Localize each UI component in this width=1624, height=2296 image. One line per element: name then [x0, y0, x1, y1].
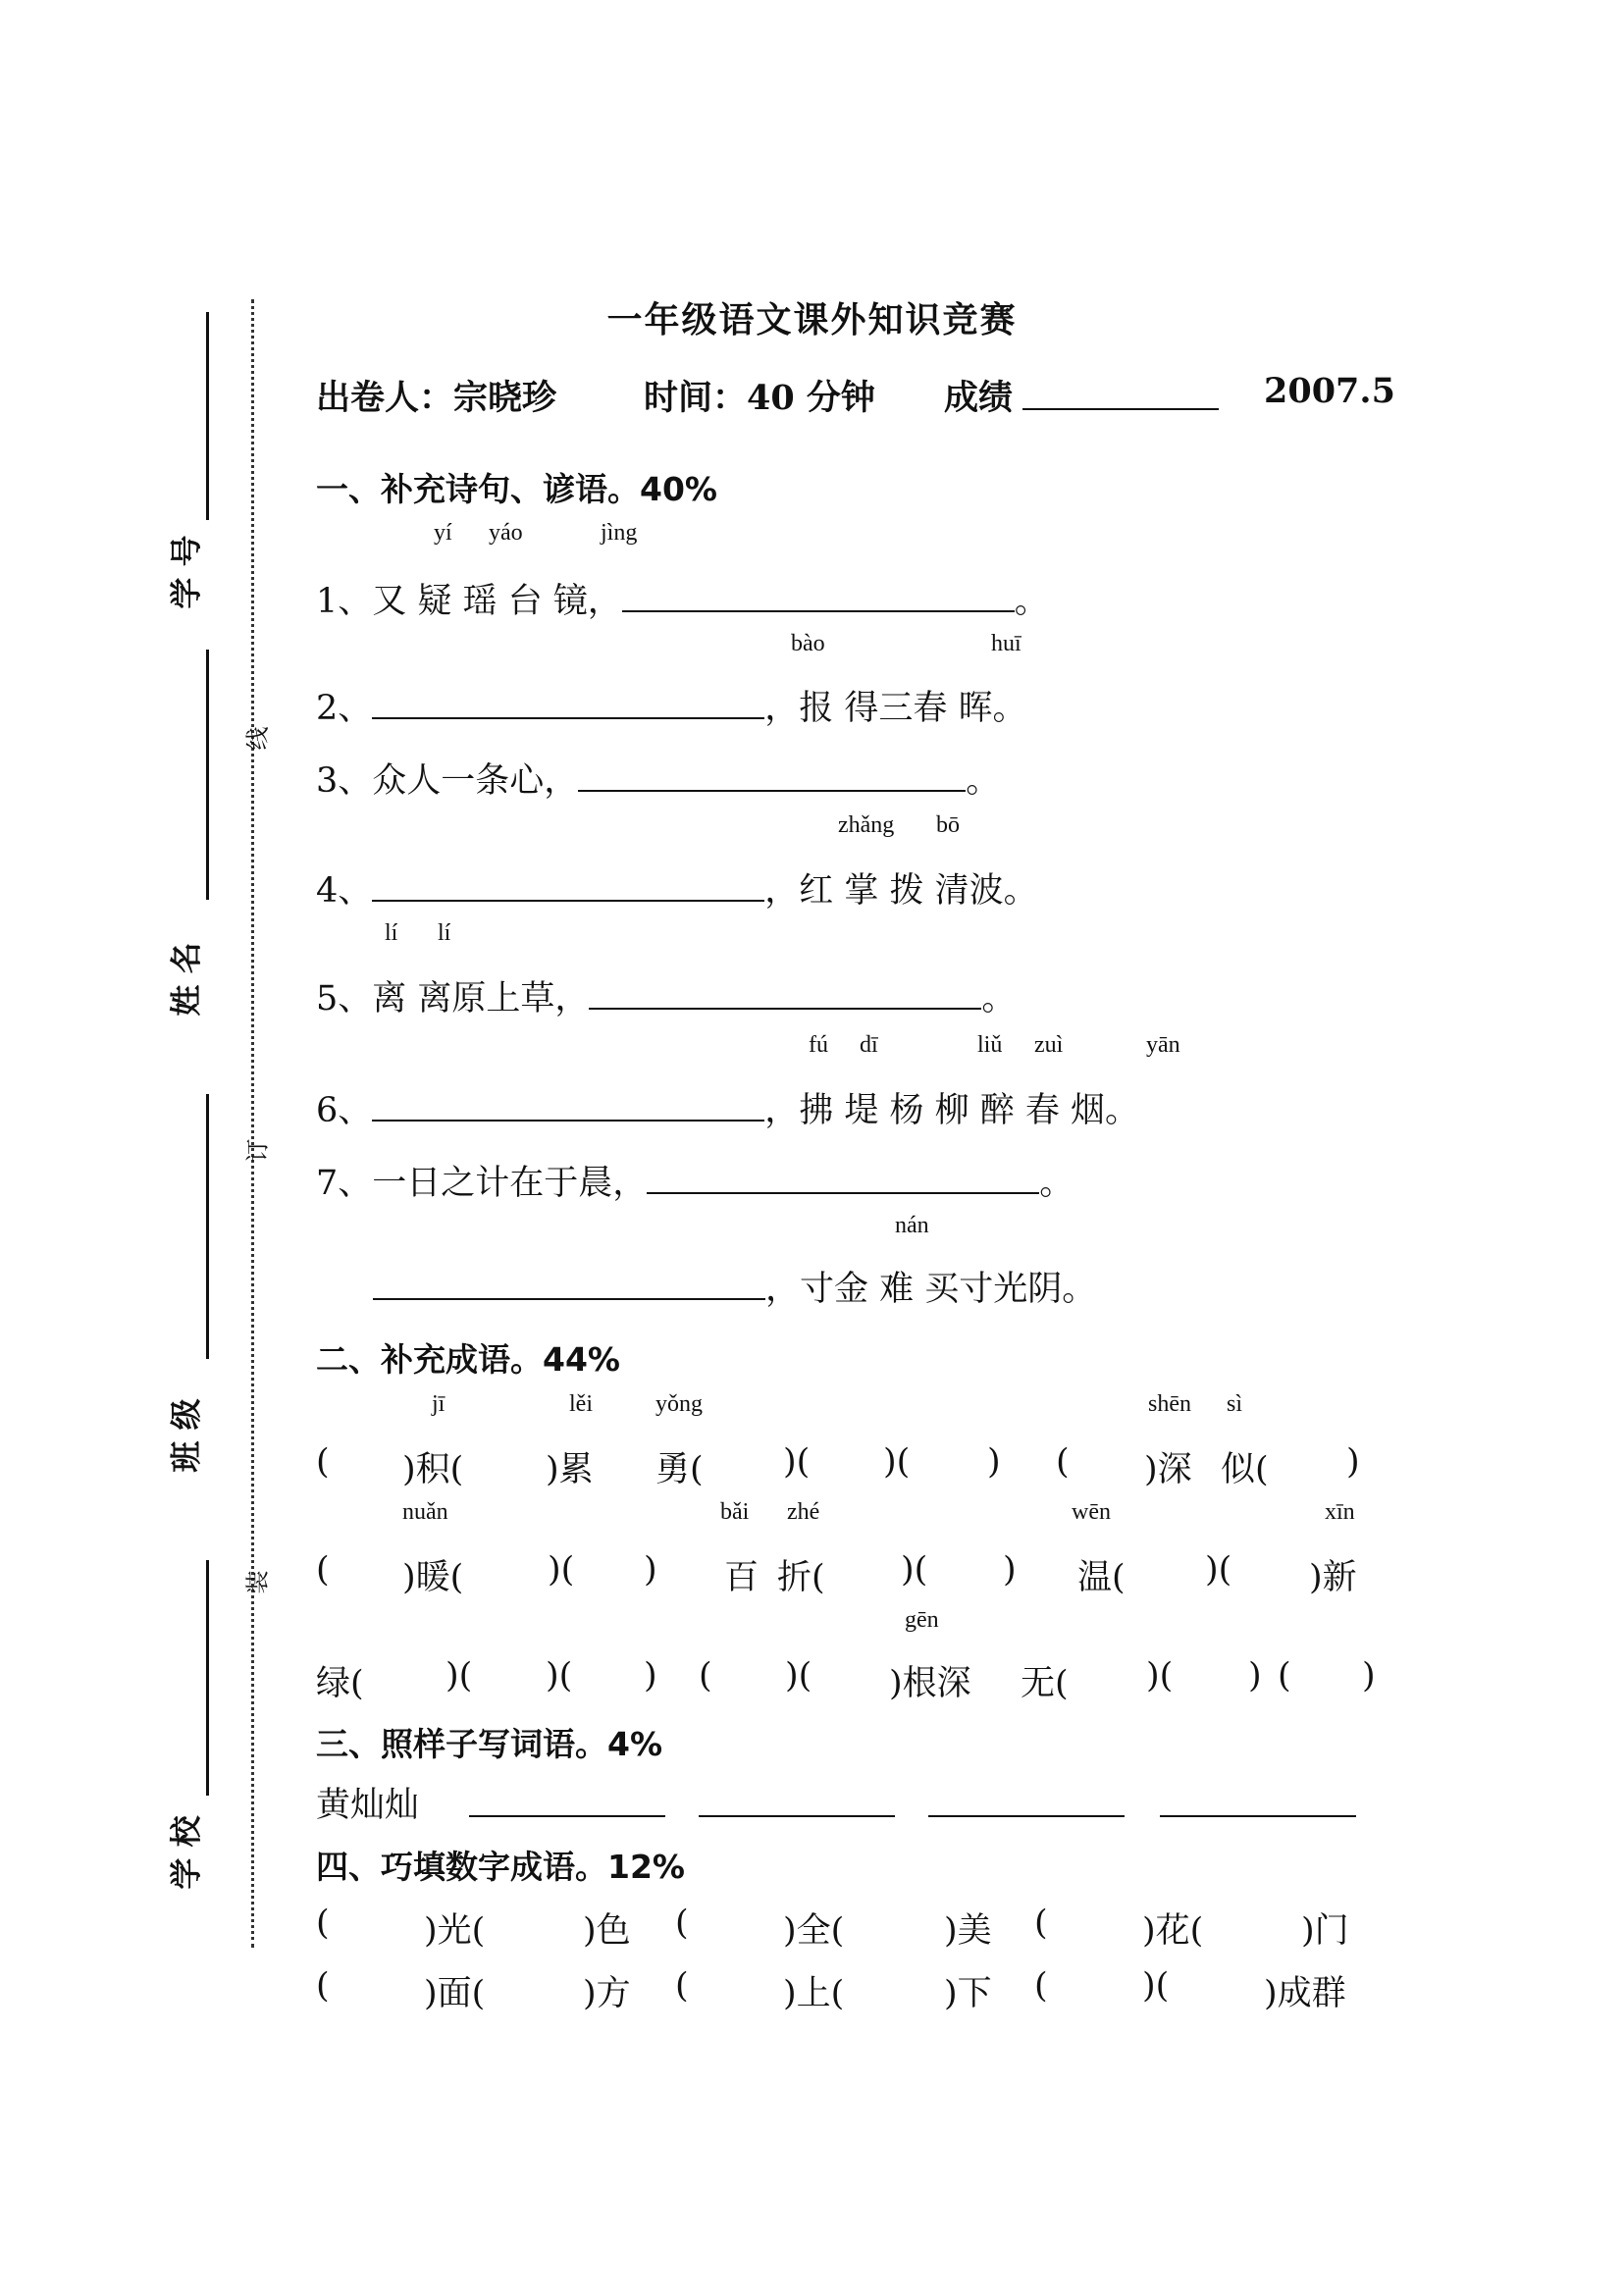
- pinyin: nán: [895, 1213, 929, 1238]
- question-text: 。: [1039, 1164, 1074, 1203]
- question-text: 6、: [316, 1091, 373, 1130]
- question-text: ，拂 堤 杨 柳 醉 春 烟。: [764, 1091, 1140, 1130]
- answer-blank[interactable]: [622, 581, 1015, 612]
- question-line: [316, 863, 1038, 913]
- binding-field-line-2: [206, 650, 209, 900]
- idiom-part: 绿(: [316, 1664, 364, 1703]
- score-label: 成绩: [944, 378, 1014, 418]
- idiom-part: (: [316, 1442, 330, 1482]
- pinyin: jìng: [601, 520, 638, 546]
- idiom-part: ): [644, 1656, 657, 1696]
- question-line: [316, 971, 1016, 1020]
- date: 2007.5: [1264, 371, 1395, 411]
- pinyin: fú: [809, 1032, 828, 1058]
- idiom-part: (: [1056, 1442, 1070, 1482]
- question-text: ，红 掌 拨 清波。: [764, 871, 1038, 911]
- idiom-part: )新: [1309, 1558, 1357, 1597]
- binding-field-line-1: [206, 312, 209, 520]
- idiom-part: )门: [1301, 1911, 1349, 1951]
- pinyin: bǎi: [720, 1499, 750, 1525]
- idiom-part: )累: [546, 1450, 594, 1489]
- idiom-part: (: [316, 1550, 330, 1590]
- pinyin: yān: [1146, 1032, 1180, 1058]
- pinyin: bō: [936, 812, 960, 838]
- question-text: 。: [966, 761, 1001, 801]
- question-line: [316, 681, 1027, 730]
- section2-heading: 二、补充成语。44%: [316, 1340, 620, 1379]
- pinyin: zhé: [787, 1499, 820, 1525]
- idiom-part: )(: [901, 1550, 928, 1590]
- pinyin: yáo: [489, 520, 523, 546]
- section1-heading: 一、补充诗句、谚语。40%: [316, 470, 717, 508]
- pinyin: huī: [991, 631, 1022, 656]
- pinyin: lěi: [569, 1391, 593, 1417]
- word-blank-1[interactable]: [469, 1786, 665, 1817]
- pinyin: jī: [432, 1391, 445, 1417]
- idiom-part: 温(: [1077, 1558, 1126, 1597]
- question-text: 4、: [316, 871, 373, 911]
- number-idiom-row-1: [316, 1904, 1395, 1951]
- question-text: 7、一日之计在于晨，: [316, 1164, 648, 1203]
- binding-mark-staple: 订: [243, 1138, 272, 1163]
- idiom-part: )色: [583, 1911, 631, 1951]
- idiom-part: 百: [724, 1558, 760, 1597]
- binding-field-line-4: [206, 1560, 209, 1796]
- pinyin: yí: [434, 520, 452, 546]
- idiom-row-3: [316, 1656, 1395, 1703]
- idiom-part: )积(: [402, 1450, 464, 1489]
- idiom-part: )(: [785, 1656, 812, 1696]
- pinyin: zhǎng: [838, 812, 895, 838]
- question-text: 2、: [316, 689, 373, 728]
- idiom-part: (: [675, 1966, 689, 2006]
- page-title: 一年级语文课外知识竞赛: [606, 300, 1018, 340]
- pinyin: shēn: [1148, 1391, 1191, 1417]
- idiom-part: )下: [944, 1974, 992, 2013]
- idiom-part: (: [316, 1904, 330, 1943]
- idiom-part: )(: [1142, 1966, 1170, 2006]
- question-line: [316, 1156, 1074, 1205]
- answer-blank[interactable]: [647, 1163, 1039, 1194]
- idiom-part: 似(: [1221, 1450, 1269, 1489]
- idiom-part: )深: [1144, 1450, 1192, 1489]
- answer-blank[interactable]: [372, 870, 764, 902]
- answer-blank[interactable]: [578, 760, 966, 792]
- idiom-part: )(: [546, 1656, 573, 1696]
- answer-blank[interactable]: [372, 1090, 764, 1122]
- pinyin: gēn: [905, 1607, 939, 1633]
- question-line: [316, 1083, 1139, 1132]
- idiom-part: )方: [583, 1974, 631, 2013]
- label-name: 姓 名: [167, 942, 205, 1017]
- binding-field-line-3: [206, 1094, 209, 1359]
- answer-blank[interactable]: [373, 1269, 765, 1300]
- label-class: 班 级: [167, 1398, 205, 1473]
- question-line: [373, 1262, 1096, 1311]
- example-word: 黄灿灿: [316, 1786, 420, 1825]
- author: 出卷人：宗晓珍: [316, 378, 557, 418]
- question-text: 5、离 离原上草，: [316, 979, 590, 1018]
- idiom-row-1: [316, 1442, 1395, 1487]
- idiom-part: 勇(: [655, 1450, 704, 1489]
- question-text: ，报 得三春 晖。: [764, 689, 1027, 728]
- idiom-part: )面(: [424, 1974, 486, 2013]
- label-school: 学 校: [167, 1815, 205, 1890]
- word-blank-3[interactable]: [928, 1786, 1125, 1817]
- section3-heading: 三、照样子写词语。4%: [316, 1725, 663, 1763]
- idiom-part: 无(: [1021, 1664, 1069, 1703]
- pinyin: zuì: [1034, 1032, 1064, 1058]
- idiom-part: ): [644, 1550, 657, 1590]
- idiom-part: (: [316, 1966, 330, 2006]
- question-text: 。: [981, 979, 1017, 1018]
- time: 时间：40 分钟: [644, 378, 875, 418]
- pinyin: liǔ: [977, 1032, 1003, 1058]
- idiom-part: )全(: [783, 1911, 845, 1951]
- question-line: [316, 574, 1049, 623]
- pinyin: xīn: [1325, 1499, 1355, 1525]
- idiom-part: )(: [1146, 1656, 1174, 1696]
- pinyin: lí: [385, 920, 398, 946]
- idiom-part: (: [1278, 1656, 1291, 1696]
- binding-mark-bind: 装: [243, 1570, 272, 1594]
- idiom-part: )(: [883, 1442, 911, 1482]
- idiom-part: ): [1003, 1550, 1017, 1590]
- question-text: 。: [1014, 582, 1049, 621]
- idiom-part: ): [1346, 1442, 1360, 1482]
- idiom-part: )成群: [1264, 1974, 1346, 2013]
- idiom-part: )(: [445, 1656, 473, 1696]
- answer-blank[interactable]: [372, 688, 764, 719]
- idiom-part: ): [1362, 1656, 1376, 1696]
- idiom-part: )暖(: [402, 1558, 464, 1597]
- idiom-part: )美: [944, 1911, 992, 1951]
- binding-dotted-line: [251, 299, 254, 1948]
- score-blank[interactable]: [1022, 379, 1219, 410]
- idiom-part: )(: [548, 1550, 575, 1590]
- word-blank-4[interactable]: [1160, 1786, 1356, 1817]
- idiom-part: ): [1248, 1656, 1262, 1696]
- pinyin: sì: [1227, 1391, 1243, 1417]
- idiom-row-2: [316, 1550, 1395, 1597]
- answer-blank[interactable]: [589, 978, 981, 1010]
- pinyin: dī: [860, 1032, 878, 1058]
- binding-mark-line: 线: [243, 726, 272, 751]
- idiom-part: (: [675, 1904, 689, 1943]
- label-student-number: 学 号: [167, 535, 205, 609]
- idiom-part: )花(: [1142, 1911, 1204, 1951]
- idiom-part: (: [1034, 1966, 1048, 2006]
- word-blank-2[interactable]: [699, 1786, 895, 1817]
- idiom-part: ): [987, 1442, 1001, 1482]
- idiom-part: )根深: [889, 1664, 971, 1703]
- idiom-part: (: [699, 1656, 712, 1696]
- number-idiom-row-2: [316, 1966, 1395, 2013]
- idiom-part: )(: [1205, 1550, 1232, 1590]
- idiom-part: (: [1034, 1904, 1048, 1943]
- section4-heading: 四、巧填数字成语。12%: [316, 1848, 685, 1886]
- idiom-part: )光(: [424, 1911, 486, 1951]
- question-line: [316, 754, 1000, 803]
- pinyin: nuǎn: [402, 1499, 448, 1525]
- pinyin: bào: [791, 631, 825, 656]
- pinyin: wēn: [1072, 1499, 1111, 1525]
- pinyin: yǒng: [655, 1391, 703, 1417]
- pinyin: lí: [438, 920, 451, 946]
- idiom-part: )(: [783, 1442, 811, 1482]
- idiom-part: 折(: [777, 1558, 825, 1597]
- question-text: ，寸金 难 买寸光阴。: [765, 1270, 1097, 1309]
- idiom-part: )上(: [783, 1974, 845, 2013]
- question-text: 3、众人一条心，: [316, 761, 579, 801]
- question-text: 1、又 疑 瑶 台 镜，: [316, 582, 622, 621]
